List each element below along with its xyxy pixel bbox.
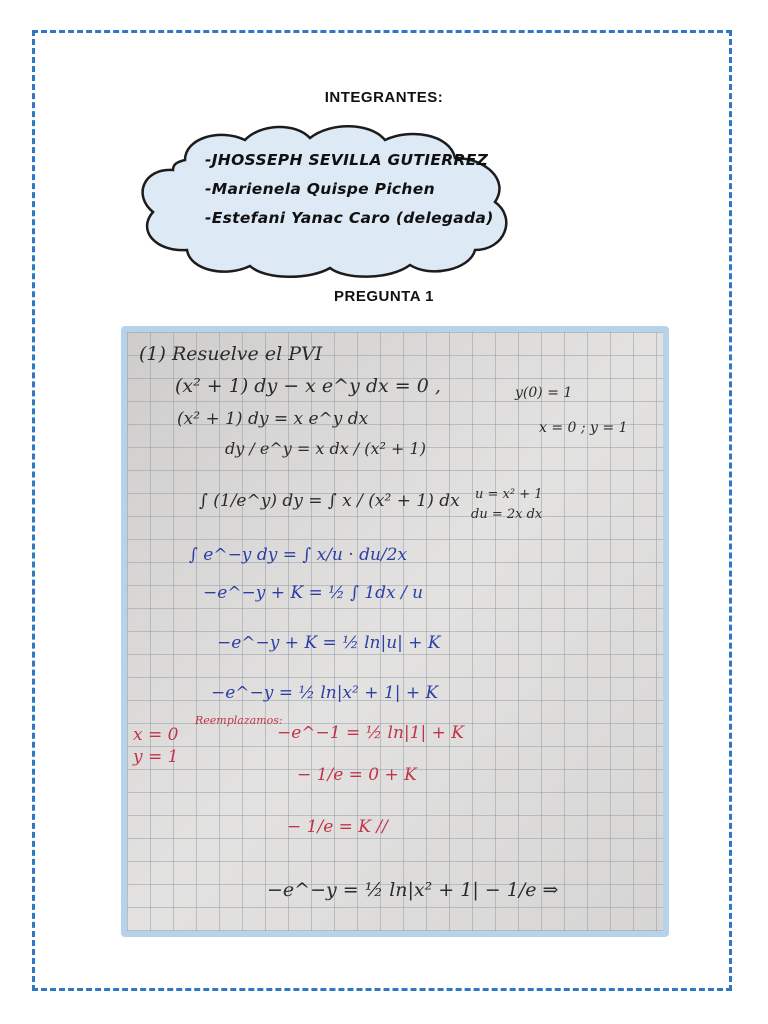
cloud-shape: [125, 120, 525, 280]
hw-line-6: ∫ e^−y dy = ∫ x/u · du/2x: [189, 545, 408, 565]
hw-line-13: −e^−y = ½ ln|x² + 1| − 1/e ⇒: [267, 879, 559, 901]
hw-side-y: y = 1: [133, 747, 179, 767]
member-3: -Estefani Yanac Caro (delegada): [205, 209, 494, 227]
hw-line-4: dy / e^y = x dx / (x² + 1): [225, 439, 426, 458]
hw-line-5: ∫ (1/e^y) dy = ∫ x / (x² + 1) dx: [199, 491, 460, 511]
hw-note: Reemplazamos:: [195, 714, 283, 727]
hw-line-11: − 1/e = 0 + K: [297, 765, 417, 785]
hw-line-3: (x² + 1) dy = x e^y dx: [177, 409, 369, 429]
question-title: PREGUNTA 1: [333, 288, 434, 305]
hw-initial-vals: x = 0 ; y = 1: [539, 420, 628, 436]
hw-line-10: −e^−1 = ½ ln|1| + K: [277, 723, 464, 743]
hw-line-12: − 1/e = K //: [287, 817, 388, 837]
solution-photo: [127, 332, 663, 931]
grid-paper: [127, 332, 663, 931]
hw-line-7: −e^−y + K = ½ ∫ 1dx / u: [203, 583, 424, 603]
hw-sub-1: u = x² + 1: [475, 487, 543, 502]
hw-line-8: −e^−y + K = ½ ln|u| + K: [217, 633, 441, 653]
solution-photo-frame: [121, 326, 669, 937]
member-2: -Marienela Quispe Pichen: [205, 180, 435, 198]
members-title: INTEGRANTES:: [324, 89, 444, 106]
hw-sub-2: du = 2x dx: [471, 507, 543, 522]
hw-line-1: (1) Resuelve el PVI: [139, 343, 323, 365]
hw-side-x: x = 0: [133, 725, 179, 745]
hw-line-2: (x² + 1) dy − x e^y dx = 0 ,: [175, 375, 441, 397]
member-1: -JHOSSEPH SEVILLA GUTIERREZ: [205, 151, 489, 169]
hw-initial-cond: y(0) = 1: [515, 385, 573, 401]
hw-line-9: −e^−y = ½ ln|x² + 1| + K: [211, 683, 439, 703]
